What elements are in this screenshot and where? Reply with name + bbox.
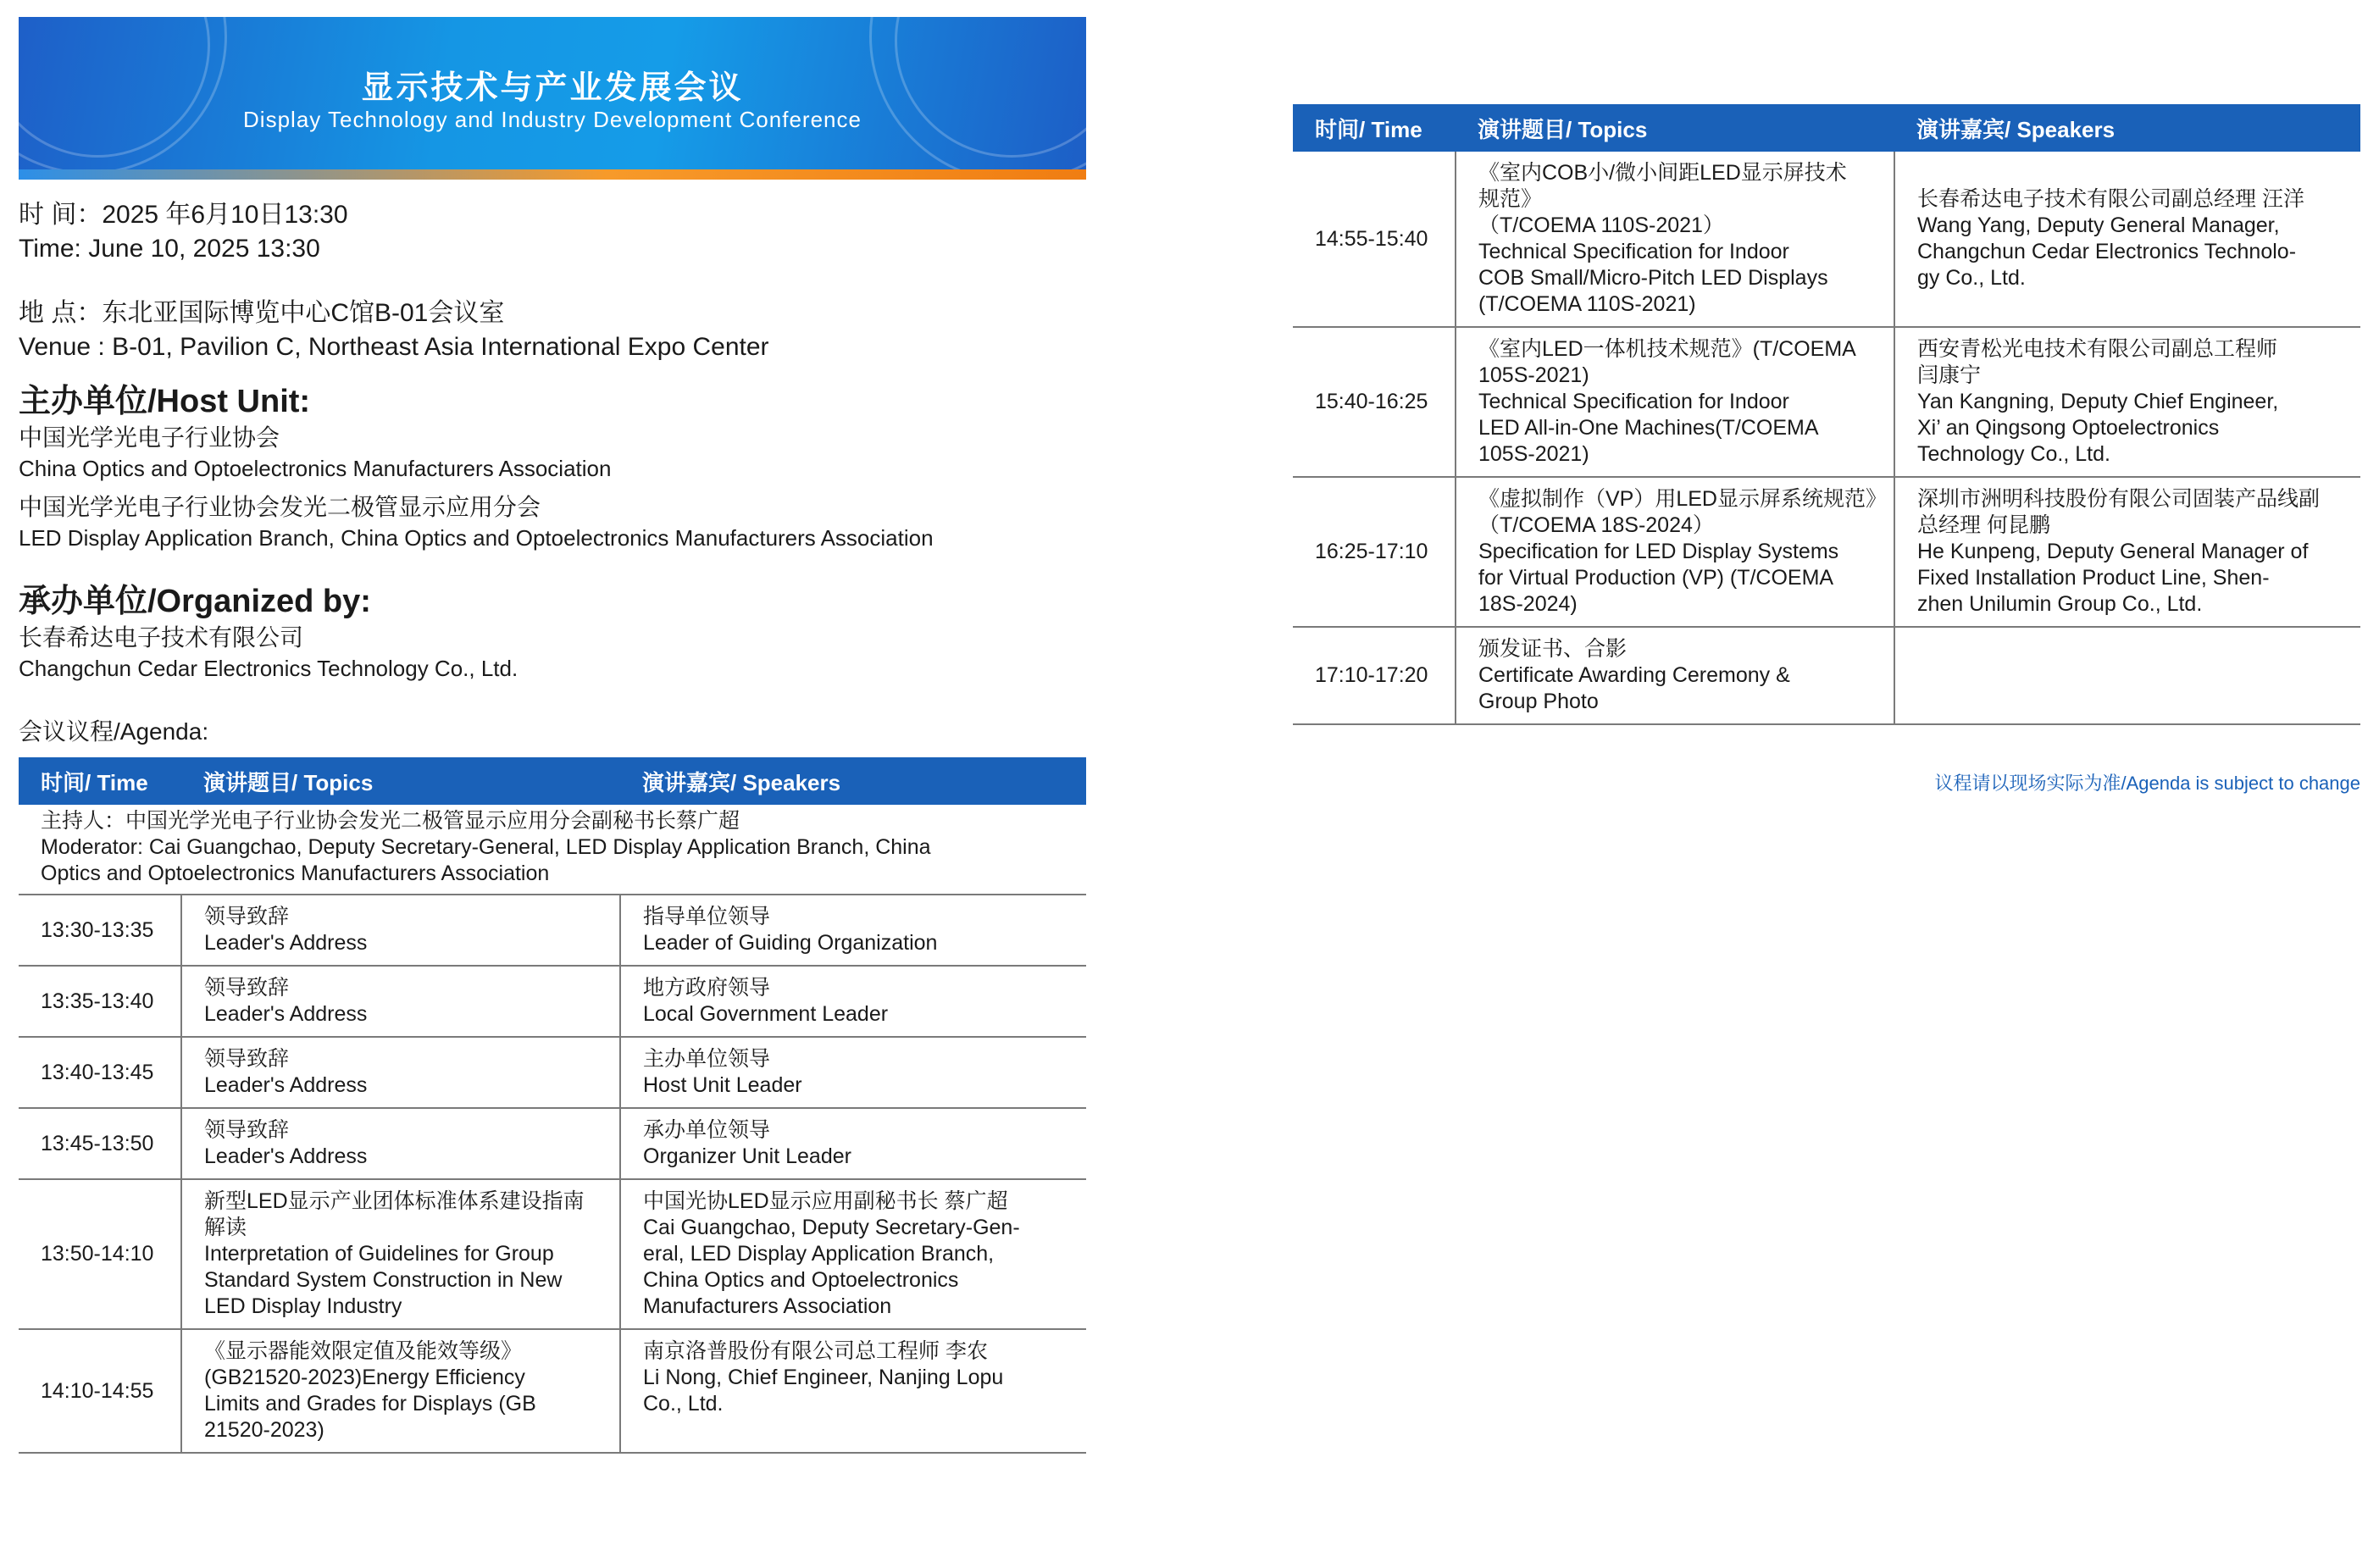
agenda-time: 14:55-15:40 bbox=[1293, 152, 1456, 327]
agenda-topic-line: 21520-2023) bbox=[204, 1418, 324, 1442]
agenda-topic-line: Technical Specification for Indoor bbox=[1478, 240, 1789, 263]
event-info bbox=[19, 198, 1086, 364]
agenda-change-note: 议程请以现场实际为准/Agenda is subject to change bbox=[1934, 773, 2360, 794]
agenda-topic-line: COB Small/Micro-Pitch LED Displays bbox=[1478, 266, 1828, 290]
agenda-topic bbox=[181, 1329, 620, 1453]
agenda-speaker-line: zhen Unilumin Group Co., Ltd. bbox=[1917, 592, 2203, 616]
event-time-cn: 时 间：2025 年6月10日13:30 bbox=[19, 201, 348, 229]
agenda-speaker-line: Co., Ltd. bbox=[643, 1392, 724, 1416]
agenda-row bbox=[1293, 152, 2360, 327]
header-speaker: 演讲嘉宾/ Speakers bbox=[1894, 104, 2360, 152]
agenda-speaker-line: Cai Guangchao, Deputy Secretary-Gen- bbox=[643, 1216, 1020, 1239]
agenda-speaker-line: Host Unit Leader bbox=[643, 1073, 802, 1097]
agenda-topic bbox=[1456, 152, 1894, 327]
agenda-speaker-line: gy Co., Ltd. bbox=[1917, 266, 2026, 290]
agenda-speaker-line: Organizer Unit Leader bbox=[643, 1144, 851, 1168]
agenda-topic-line: (GB21520-2023)Energy Efficiency bbox=[204, 1366, 525, 1389]
agenda-speaker-line: 长春希达电子技术有限公司副总经理 汪洋 bbox=[1917, 187, 2304, 211]
agenda-time: 15:40-16:25 bbox=[1293, 327, 1456, 477]
agenda-speaker-line: 深圳市洲明科技股份有限公司固装产品线副 bbox=[1917, 487, 2321, 511]
agenda-time: 13:45-13:50 bbox=[19, 1108, 181, 1179]
moderator-en-line1: Moderator: Cai Guangchao, Deputy Secretary-General, LED Display Application Branch, China bbox=[41, 835, 931, 859]
agenda-topic-line: Standard System Construction in New bbox=[204, 1268, 563, 1292]
agenda-speaker bbox=[620, 895, 1086, 966]
agenda-speaker-line: 总经理 何昆鹏 bbox=[1917, 513, 2050, 537]
moderator-cn: 主持人：中国光学光电子行业协会发光二极管显示应用分会副秘书长蔡广超 bbox=[41, 809, 740, 833]
moderator-row bbox=[19, 805, 1086, 895]
agenda-header-row bbox=[19, 757, 1086, 805]
agenda-speaker-line: Fixed Installation Product Line, Shen- bbox=[1917, 566, 2270, 590]
agenda-speaker bbox=[620, 1037, 1086, 1108]
agenda-speaker-line: Xi’ an Qingsong Optoelectronics bbox=[1917, 416, 2220, 440]
agenda-speaker-line: eral, LED Display Application Branch, bbox=[643, 1242, 995, 1266]
agenda-topic-line: （T/COEMA 110S-2021） bbox=[1478, 213, 1724, 237]
agenda-topic-line: Technical Specification for Indoor bbox=[1478, 390, 1789, 413]
organizer-section bbox=[19, 581, 1086, 683]
agenda-topic bbox=[1456, 327, 1894, 477]
agenda-time: 16:25-17:10 bbox=[1293, 477, 1456, 627]
agenda-topic bbox=[1456, 477, 1894, 627]
header-topic: 演讲题目/ Topics bbox=[181, 757, 620, 805]
agenda-topic bbox=[1456, 627, 1894, 724]
agenda-row bbox=[19, 895, 1086, 966]
agenda-row bbox=[1293, 327, 2360, 477]
agenda-row bbox=[19, 1329, 1086, 1453]
agenda-speaker-line: 指导单位领导 bbox=[643, 905, 771, 928]
agenda-topic-line: Leader's Address bbox=[204, 1002, 368, 1026]
agenda-topic-line: Leader's Address bbox=[204, 931, 368, 955]
agenda-topic-line: for Virtual Production (VP) (T/COEMA bbox=[1478, 566, 1834, 590]
agenda-topic-line: Group Photo bbox=[1478, 690, 1599, 713]
left-column bbox=[19, 17, 1086, 1454]
agenda-topic-line: 领导致辞 bbox=[204, 905, 290, 928]
agenda-time: 14:10-14:55 bbox=[19, 1329, 181, 1453]
agenda-topic-line: Certificate Awarding Ceremony & bbox=[1478, 663, 1790, 687]
agenda-speaker-line: Leader of Guiding Organization bbox=[643, 931, 938, 955]
agenda-table-right bbox=[1293, 104, 2360, 725]
agenda-time: 13:35-13:40 bbox=[19, 966, 181, 1037]
agenda-row bbox=[19, 1108, 1086, 1179]
agenda-speaker bbox=[1894, 327, 2360, 477]
organizer-org-en: Changchun Cedar Electronics Technology Co., Ltd. bbox=[19, 656, 518, 681]
agenda-row bbox=[1293, 477, 2360, 627]
agenda-topic bbox=[181, 1179, 620, 1329]
agenda-speaker-line: Manufacturers Association bbox=[643, 1294, 892, 1318]
organizer-heading: 承办单位/Organized by: bbox=[19, 584, 371, 619]
agenda-row bbox=[19, 966, 1086, 1037]
agenda-speaker-line: Li Nong, Chief Engineer, Nanjing Lopu bbox=[643, 1366, 1004, 1389]
agenda-speaker-line: 南京洛普股份有限公司总工程师 李农 bbox=[643, 1339, 988, 1363]
agenda-topic-line: 《室内LED一体机技术规范》(T/COEMA bbox=[1478, 337, 1856, 361]
agenda-header-row bbox=[1293, 104, 2360, 152]
agenda-topic-line: 领导致辞 bbox=[204, 1047, 290, 1071]
agenda-topic-line: Specification for LED Display Systems bbox=[1478, 540, 1839, 563]
agenda-topic bbox=[181, 895, 620, 966]
conference-banner bbox=[19, 17, 1086, 180]
moderator-en-line2: Optics and Optoelectronics Manufacturers Association bbox=[41, 862, 550, 885]
agenda-topic-line: 《虚拟制作（VP）用LED显示屏系统规范》 bbox=[1478, 487, 1887, 511]
right-column bbox=[1293, 104, 2360, 725]
header-speaker: 演讲嘉宾/ Speakers bbox=[620, 757, 1086, 805]
agenda-speaker-line: Wang Yang, Deputy General Manager, bbox=[1917, 213, 2280, 237]
host-section bbox=[19, 381, 1086, 552]
agenda-speaker bbox=[620, 1108, 1086, 1179]
host-org1-en: China Optics and Optoelectronics Manufacturers Association bbox=[19, 456, 612, 481]
host-heading: 主办单位/Host Unit: bbox=[19, 384, 311, 419]
banner-accent-bar bbox=[19, 169, 1086, 180]
agenda-speaker-line: 主办单位领导 bbox=[643, 1047, 771, 1071]
agenda-topic-line: 18S-2024) bbox=[1478, 592, 1578, 616]
agenda-topic-line: 领导致辞 bbox=[204, 976, 290, 1000]
agenda-speaker bbox=[620, 1179, 1086, 1329]
agenda-time: 17:10-17:20 bbox=[1293, 627, 1456, 724]
host-org2-en: LED Display Application Branch, China Optics and Optoelectronics Manufacturers Association bbox=[19, 525, 934, 551]
agenda-topic-line: 《显示器能效限定值及能效等级》 bbox=[204, 1339, 523, 1363]
event-venue-en: Venue : B-01, Pavilion C, Northeast Asia International Expo Center bbox=[19, 333, 769, 361]
banner-title-en: Display Technology and Industry Development Conference bbox=[243, 107, 862, 132]
agenda-speaker-line: 闫康宁 bbox=[1917, 363, 1982, 387]
agenda-speaker-line: Changchun Cedar Electronics Technolo- bbox=[1917, 240, 2297, 263]
agenda-topic bbox=[181, 1108, 620, 1179]
agenda-speaker bbox=[620, 1329, 1086, 1453]
agenda-speaker-line: 中国光协LED显示应用副秘书长 蔡广超 bbox=[643, 1189, 1008, 1213]
agenda-row bbox=[19, 1179, 1086, 1329]
agenda-topic-line: 105S-2021) bbox=[1478, 442, 1589, 466]
agenda-topic-line: Leader's Address bbox=[204, 1144, 368, 1168]
agenda-speaker bbox=[1894, 152, 2360, 327]
agenda-topic-line: 新型LED显示产业团体标准体系建设指南 bbox=[204, 1189, 585, 1213]
moderator-cell bbox=[19, 805, 1086, 895]
agenda-speaker-line: 承办单位领导 bbox=[643, 1118, 771, 1142]
organizer-org-cn: 长春希达电子技术有限公司 bbox=[19, 624, 304, 651]
agenda-topic bbox=[181, 966, 620, 1037]
agenda-speaker bbox=[1894, 627, 2360, 724]
agenda-speaker-line: 地方政府领导 bbox=[643, 976, 771, 1000]
agenda-speaker bbox=[620, 966, 1086, 1037]
agenda-topic-line: 《室内COB小/微小间距LED显示屏技术 bbox=[1478, 161, 1847, 185]
event-venue-cn: 地 点：东北亚国际博览中心C馆B-01会议室 bbox=[19, 299, 505, 327]
agenda-topic-line: Interpretation of Guidelines for Group bbox=[204, 1242, 554, 1266]
host-org2-cn: 中国光学光电子行业协会发光二极管显示应用分会 bbox=[19, 494, 541, 520]
agenda-topic-line: LED Display Industry bbox=[204, 1294, 402, 1318]
agenda-row bbox=[1293, 627, 2360, 724]
agenda-speaker bbox=[1894, 477, 2360, 627]
agenda-table-left bbox=[19, 757, 1086, 1454]
header-time: 时间/ Time bbox=[1293, 104, 1456, 152]
event-time-en: Time: June 10, 2025 13:30 bbox=[19, 235, 320, 263]
agenda-topic-line: Limits and Grades for Displays (GB bbox=[204, 1392, 536, 1416]
banner-title-cn: 显示技术与产业发展会议 bbox=[361, 70, 744, 106]
agenda-speaker-line: Yan Kangning, Deputy Chief Engineer, bbox=[1917, 390, 2279, 413]
agenda-topic-line: LED All-in-One Machines(T/COEMA bbox=[1478, 416, 1819, 440]
agenda-row bbox=[19, 1037, 1086, 1108]
agenda-label: 会议议程/Agenda: bbox=[19, 718, 209, 745]
agenda-topic-line: 解读 bbox=[204, 1216, 247, 1239]
host-org1-cn: 中国光学光电子行业协会 bbox=[19, 424, 280, 451]
agenda-topic-line: 领导致辞 bbox=[204, 1118, 290, 1142]
agenda-speaker-line: He Kunpeng, Deputy General Manager of bbox=[1917, 540, 2309, 563]
agenda-speaker-line: China Optics and Optoelectronics bbox=[643, 1268, 959, 1292]
agenda-speaker-line: Local Government Leader bbox=[643, 1002, 889, 1026]
agenda-topic-line: 颁发证书、合影 bbox=[1478, 637, 1628, 661]
agenda-topic-line: （T/COEMA 18S-2024） bbox=[1478, 513, 1714, 537]
header-time: 时间/ Time bbox=[19, 757, 181, 805]
agenda-topic-line: 105S-2021) bbox=[1478, 363, 1589, 387]
agenda-topic bbox=[181, 1037, 620, 1108]
agenda-speaker-line: Technology Co., Ltd. bbox=[1917, 442, 2110, 466]
agenda-time: 13:50-14:10 bbox=[19, 1179, 181, 1329]
agenda-topic-line: (T/COEMA 110S-2021) bbox=[1478, 292, 1696, 316]
agenda-topic-line: 规范》 bbox=[1478, 187, 1543, 211]
agenda-time: 13:30-13:35 bbox=[19, 895, 181, 966]
agenda-speaker-line: 西安青松光电技术有限公司副总工程师 bbox=[1917, 337, 2278, 361]
agenda-time: 13:40-13:45 bbox=[19, 1037, 181, 1108]
agenda-topic-line: Leader's Address bbox=[204, 1073, 368, 1097]
agenda-speaker-line bbox=[643, 1417, 1074, 1443]
header-topic: 演讲题目/ Topics bbox=[1456, 104, 1894, 152]
